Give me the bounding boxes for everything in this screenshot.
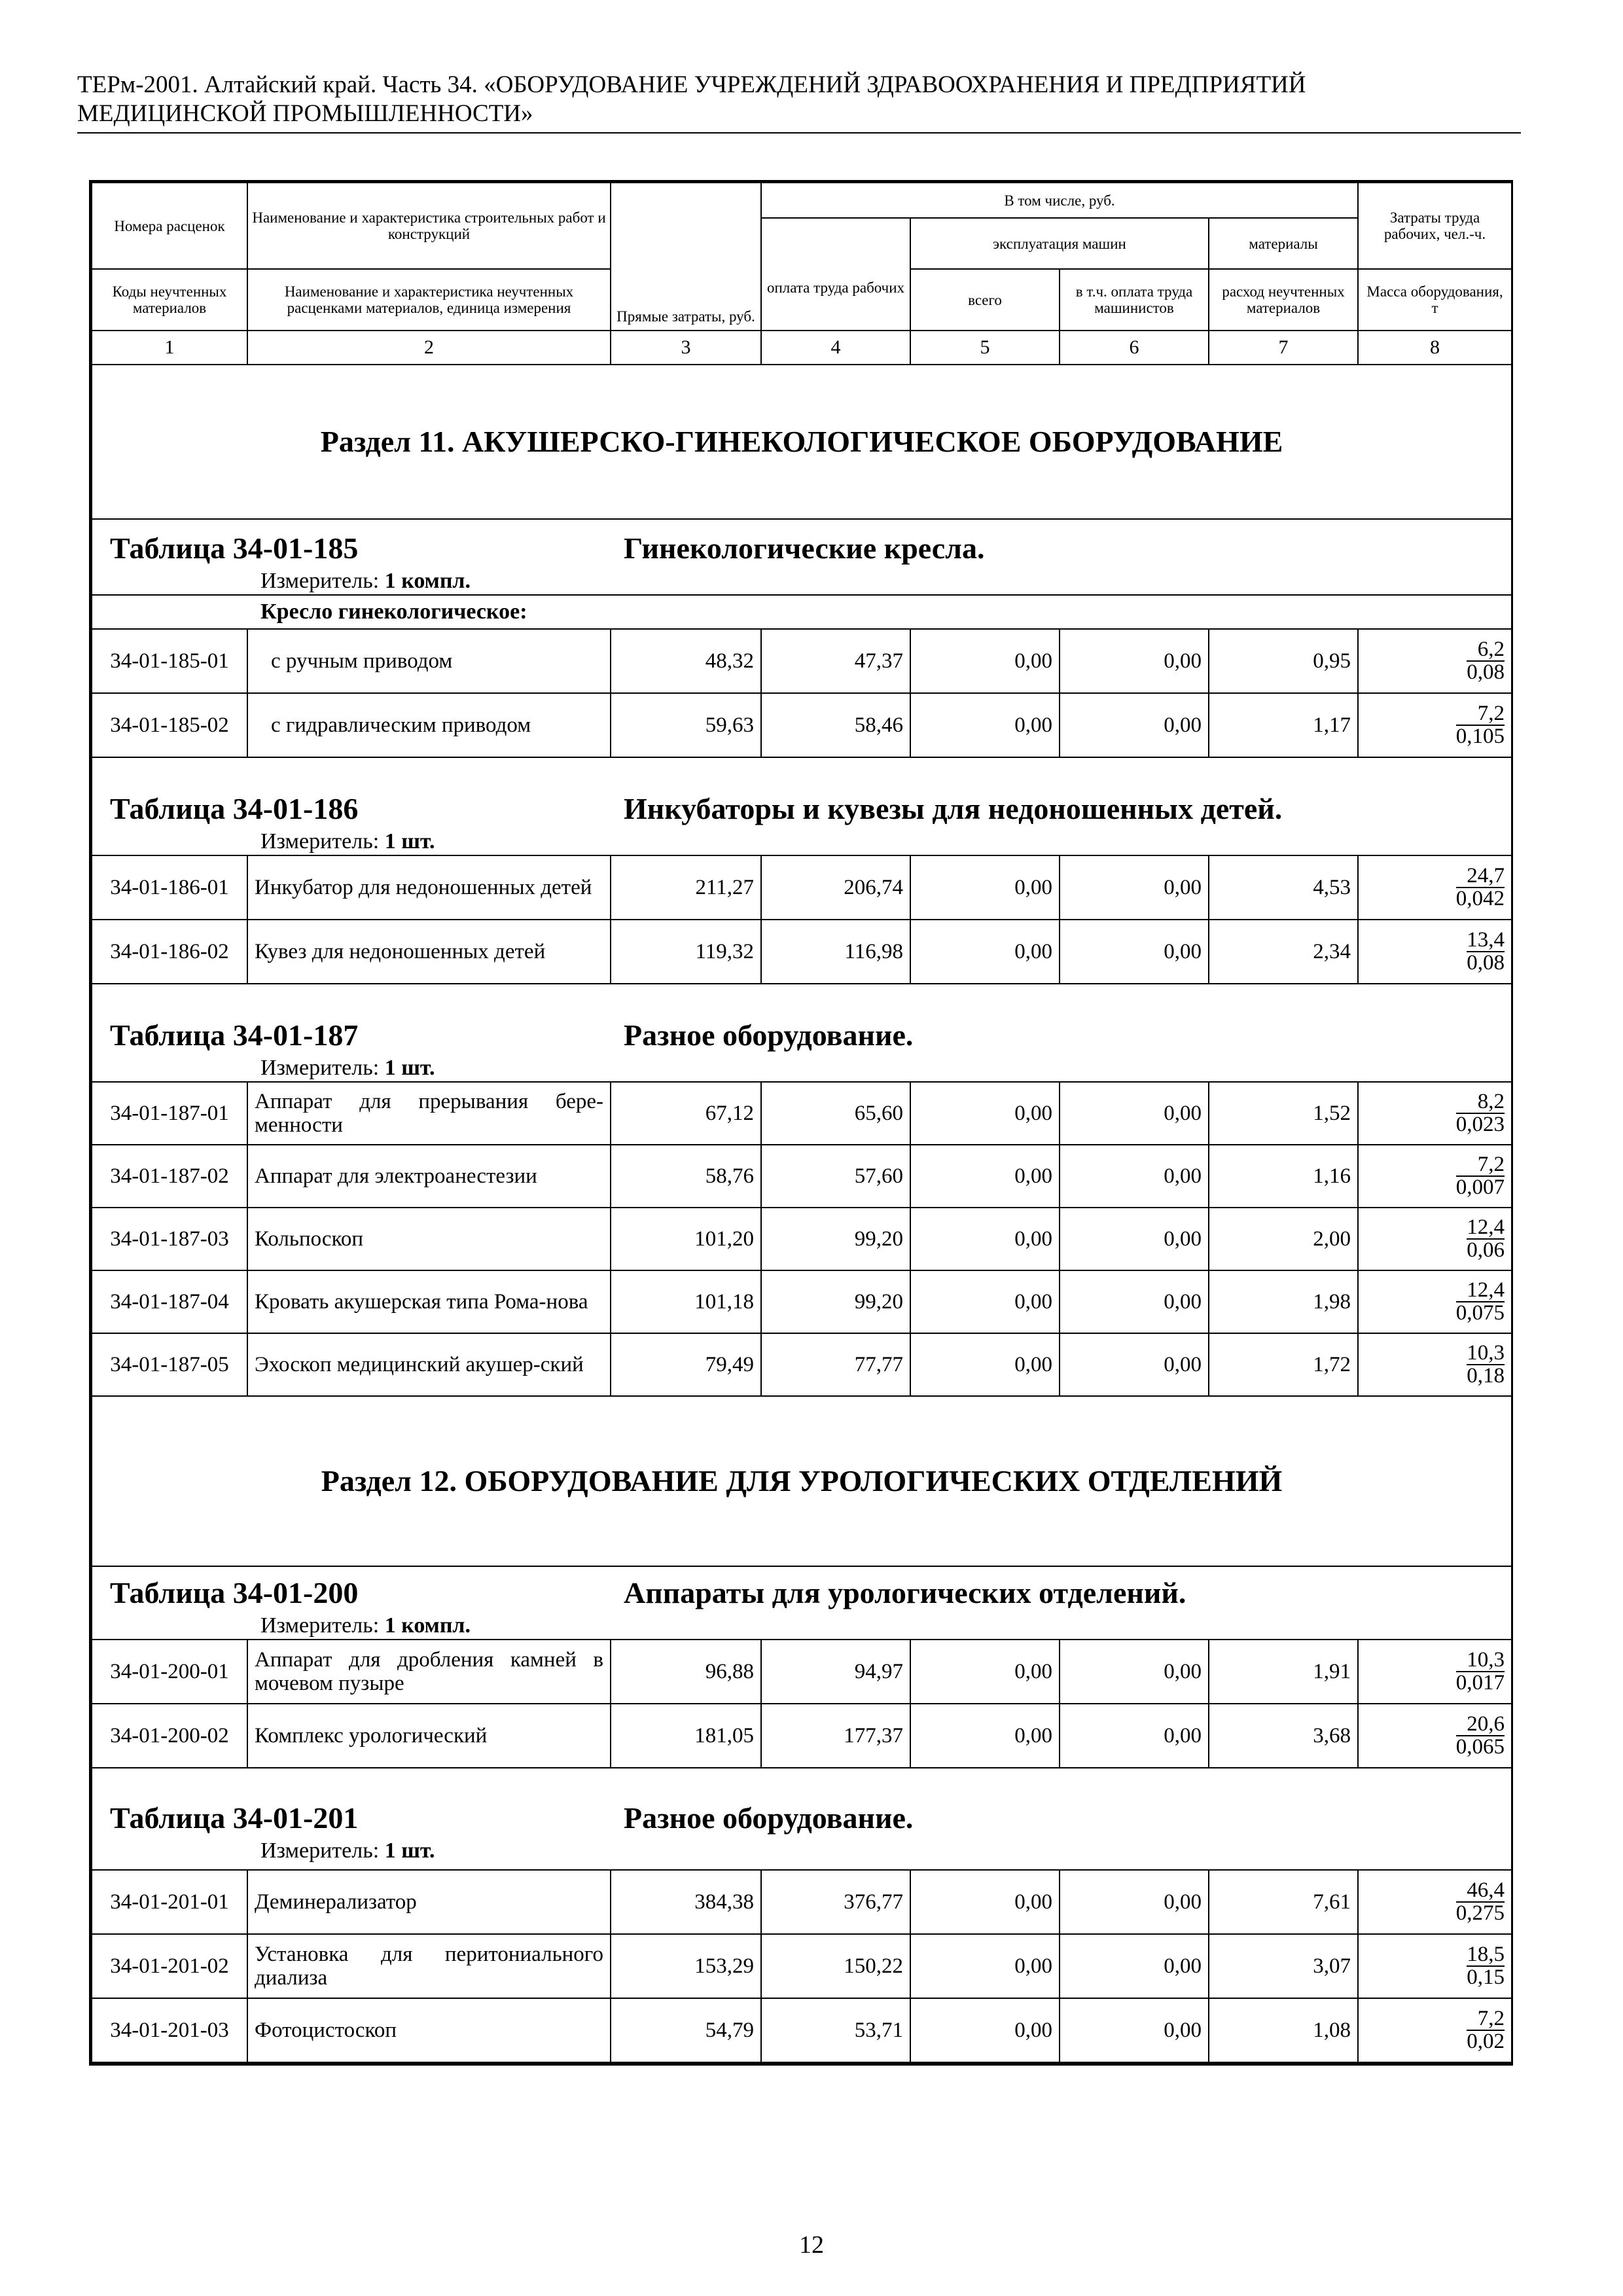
machines-total: 0,00	[910, 1082, 1060, 1145]
header-including: В том числе, руб.	[761, 183, 1358, 218]
equipment-mass: 0,042	[1455, 886, 1505, 910]
rate-code: 34-01-187-02	[92, 1145, 247, 1208]
rate-name: Аппарат для дробления камней в мочевом пузыре	[247, 1640, 611, 1704]
labor-hours: 7,2	[1456, 1154, 1505, 1177]
rate-name: Эхоскоп медицинский акушер-ский	[247, 1333, 611, 1396]
table-title-block	[92, 529, 1511, 568]
labor-mass-fraction	[1456, 1713, 1505, 1758]
equipment-mass: 0,023	[1455, 1112, 1505, 1136]
section-title-text: Раздел 12. ОБОРУДОВАНИЕ ДЛЯ УРОЛОГИЧЕСКИХ ОТДЕЛЕНИЙ	[321, 1464, 1283, 1498]
labor-hours: 12,4	[1467, 1215, 1505, 1239]
table-title-row	[92, 519, 1512, 595]
labor-mass-fraction	[1467, 1342, 1505, 1387]
machines-total: 0,00	[910, 1333, 1060, 1396]
header-work-name: Наименование и характеристика строительных работ и конструкций	[247, 183, 611, 269]
header-worker-pay-text: оплата труда рабочих	[766, 279, 905, 296]
rate-code: 34-01-200-01	[92, 1640, 247, 1704]
labor-mass-fraction	[1467, 1944, 1505, 1988]
rates-table	[89, 180, 1513, 2066]
materials: 2,00	[1209, 1208, 1358, 1270]
rate-code: 34-01-187-01	[92, 1082, 247, 1145]
rate-code: 34-01-201-03	[92, 1998, 247, 2062]
header-direct-costs: Прямые затраты, руб.	[611, 183, 761, 331]
section-title-row	[92, 365, 1512, 519]
materials: 1,52	[1209, 1082, 1358, 1145]
labor-hours: 12,4	[1456, 1280, 1505, 1302]
labor-mass-fraction	[1456, 1280, 1505, 1324]
measure-unit	[92, 829, 1511, 855]
table-title-row	[92, 1566, 1512, 1640]
header-row-1	[92, 183, 1512, 218]
equipment-mass: 0,065	[1455, 1734, 1505, 1759]
rate-name: Аппарат для прерывания бере-менности	[247, 1082, 611, 1145]
materials: 2,34	[1209, 920, 1358, 984]
labor-hours: 46,4	[1456, 1880, 1505, 1903]
measure-label: Измеритель:	[260, 569, 380, 593]
table-row	[92, 1870, 1512, 1934]
labor-mass-fraction	[1456, 1091, 1505, 1136]
worker-pay: 94,97	[761, 1640, 910, 1704]
equipment-mass: 0,275	[1455, 1901, 1505, 1925]
column-number: 2	[247, 331, 611, 365]
table-title	[92, 1768, 1512, 1870]
direct-cost: 59,63	[611, 693, 761, 757]
column-number: 3	[611, 331, 761, 365]
measure-value: 1 компл.	[384, 1613, 471, 1638]
equipment-mass: 0,02	[1467, 2029, 1505, 2053]
direct-cost: 181,05	[611, 1704, 761, 1768]
labor-mass-fraction	[1456, 1154, 1505, 1198]
materials: 4,53	[1209, 855, 1358, 920]
labor-mass-cell	[1358, 1870, 1512, 1934]
column-number: 4	[761, 331, 910, 365]
labor-mass-cell	[1358, 1704, 1512, 1768]
worker-pay: 150,22	[761, 1934, 910, 1998]
table-row	[92, 1333, 1512, 1396]
rate-name: Кольпоскоп	[247, 1208, 611, 1270]
table-row	[92, 1998, 1512, 2062]
worker-pay: 99,20	[761, 1270, 910, 1333]
rate-name: с ручным приводом	[247, 629, 611, 693]
section-title	[92, 365, 1512, 519]
worker-pay: 99,20	[761, 1208, 910, 1270]
labor-mass-fraction	[1456, 865, 1505, 910]
labor-mass-fraction	[1456, 1880, 1505, 1924]
header-material-usage: расход неучтенных материалов	[1209, 269, 1358, 331]
operator-pay: 0,00	[1060, 920, 1209, 984]
measure-label: Измеритель:	[260, 1839, 380, 1863]
labor-hours: 10,3	[1467, 1340, 1505, 1365]
machines-total: 0,00	[910, 1145, 1060, 1208]
machines-total: 0,00	[910, 1270, 1060, 1333]
equipment-mass: 0,075	[1455, 1300, 1505, 1325]
header-machines: эксплуатация машин	[910, 218, 1209, 269]
materials: 1,16	[1209, 1145, 1358, 1208]
rate-code: 34-01-200-02	[92, 1704, 247, 1768]
table-title-block	[92, 1799, 1511, 1838]
worker-pay: 65,60	[761, 1082, 910, 1145]
labor-mass-fraction	[1456, 703, 1505, 747]
labor-mass-cell	[1358, 1082, 1512, 1145]
rate-code: 34-01-187-05	[92, 1333, 247, 1396]
table-row	[92, 1082, 1512, 1145]
operator-pay: 0,00	[1060, 1640, 1209, 1704]
column-numbers-row	[92, 331, 1512, 365]
operator-pay: 0,00	[1060, 1998, 1209, 2062]
table-title-row	[92, 1768, 1512, 1870]
direct-cost: 48,32	[611, 629, 761, 693]
worker-pay: 47,37	[761, 629, 910, 693]
operator-pay: 0,00	[1060, 1704, 1209, 1768]
direct-cost: 119,32	[611, 920, 761, 984]
worker-pay: 116,98	[761, 920, 910, 984]
table-title-block	[92, 1573, 1511, 1613]
equipment-mass: 0,007	[1455, 1175, 1505, 1199]
measure-value: 1 шт.	[384, 1056, 435, 1080]
table-row	[92, 693, 1512, 757]
labor-hours: 13,4	[1467, 927, 1505, 952]
column-number: 5	[910, 331, 1060, 365]
labor-mass-cell	[1358, 1934, 1512, 1998]
page-number: 12	[799, 2231, 824, 2259]
section-title-row	[92, 1396, 1512, 1566]
header-rate-numbers: Номера расценок	[92, 183, 247, 269]
header-worker-pay	[761, 218, 910, 331]
table-name: Инкубаторы и кувезы для недоношенных детей.	[624, 792, 1283, 825]
table-row	[92, 1704, 1512, 1768]
operator-pay: 0,00	[1060, 1082, 1209, 1145]
rate-code: 34-01-187-04	[92, 1270, 247, 1333]
direct-cost: 153,29	[611, 1934, 761, 1998]
rate-code: 34-01-186-01	[92, 855, 247, 920]
rate-name: Аппарат для электроанестезии	[247, 1145, 611, 1208]
table-title-row	[92, 757, 1512, 855]
operator-pay: 0,00	[1060, 1870, 1209, 1934]
table-row	[92, 1934, 1512, 1998]
labor-mass-cell	[1358, 920, 1512, 984]
header-labor-hours: Затраты труда рабочих, чел.-ч.	[1358, 183, 1512, 269]
header-machines-total: всего	[910, 269, 1060, 331]
section-title-text: Раздел 11. АКУШЕРСКО-ГИНЕКОЛОГИЧЕСКОЕ ОБОРУДОВАНИЕ	[320, 425, 1283, 458]
rate-name: Кувез для недоношенных детей	[247, 920, 611, 984]
table-name: Аппараты для урологических отделений.	[624, 1576, 1186, 1609]
table-title-block	[92, 789, 1511, 829]
column-number: 8	[1358, 331, 1512, 365]
measure-unit	[92, 1838, 1511, 1869]
operator-pay: 0,00	[1060, 629, 1209, 693]
column-number: 6	[1060, 331, 1209, 365]
subheader-text: Кресло гинекологическое:	[260, 600, 527, 624]
equipment-mass: 0,08	[1467, 950, 1505, 975]
equipment-mass: 0,06	[1467, 1238, 1505, 1262]
subheader	[92, 595, 1512, 629]
rate-name: Деминерализатор	[247, 1870, 611, 1934]
rate-name: Инкубатор для недоношенных детей	[247, 855, 611, 920]
machines-total: 0,00	[910, 1640, 1060, 1704]
column-number: 1	[92, 331, 247, 365]
table-title-row	[92, 984, 1512, 1082]
labor-hours: 18,5	[1467, 1942, 1505, 1966]
table-title-block	[92, 1016, 1511, 1055]
direct-cost: 101,20	[611, 1208, 761, 1270]
labor-mass-cell	[1358, 855, 1512, 920]
rate-name: с гидравлическим приводом	[247, 693, 611, 757]
table-number: Таблица 34-01-201	[110, 1801, 359, 1835]
labor-hours: 7,2	[1467, 2008, 1505, 2031]
rate-code: 34-01-201-02	[92, 1934, 247, 1998]
rates-grid	[91, 182, 1512, 2063]
measure-unit	[92, 1055, 1511, 1081]
table-number: Таблица 34-01-186	[110, 792, 359, 825]
table-title	[92, 984, 1512, 1082]
operator-pay: 0,00	[1060, 1934, 1209, 1998]
equipment-mass: 0,18	[1467, 1363, 1505, 1388]
measure-unit	[92, 1613, 1511, 1639]
header-equipment-mass: Масса оборудования, т	[1358, 269, 1512, 331]
machines-total: 0,00	[910, 693, 1060, 757]
machines-total: 0,00	[910, 629, 1060, 693]
rate-code: 34-01-185-02	[92, 693, 247, 757]
rate-code: 34-01-185-01	[92, 629, 247, 693]
rate-name: Кровать акушерская типа Рома-нова	[247, 1270, 611, 1333]
equipment-mass: 0,017	[1455, 1670, 1505, 1695]
rate-name: Комплекс урологический	[247, 1704, 611, 1768]
direct-cost: 101,18	[611, 1270, 761, 1333]
rate-code: 34-01-201-01	[92, 1870, 247, 1934]
table-title	[92, 757, 1512, 855]
equipment-mass: 0,105	[1455, 724, 1505, 748]
materials: 0,95	[1209, 629, 1358, 693]
materials: 1,17	[1209, 693, 1358, 757]
page-header	[77, 71, 1521, 134]
operator-pay: 0,00	[1060, 1208, 1209, 1270]
materials: 3,07	[1209, 1934, 1358, 1998]
labor-mass-fraction	[1467, 1217, 1505, 1261]
labor-hours: 8,2	[1456, 1091, 1505, 1114]
table-title	[92, 519, 1512, 595]
labor-mass-cell	[1358, 1333, 1512, 1396]
materials: 1,98	[1209, 1270, 1358, 1333]
direct-cost: 58,76	[611, 1145, 761, 1208]
materials: 1,08	[1209, 1998, 1358, 2062]
operator-pay: 0,00	[1060, 693, 1209, 757]
equipment-mass: 0,08	[1467, 660, 1505, 684]
measure-value: 1 шт.	[384, 829, 435, 853]
direct-cost: 54,79	[611, 1998, 761, 2062]
machines-total: 0,00	[910, 1704, 1060, 1768]
measure-value: 1 шт.	[384, 1839, 435, 1863]
labor-hours: 7,2	[1456, 703, 1505, 726]
materials: 1,72	[1209, 1333, 1358, 1396]
direct-cost: 67,12	[611, 1082, 761, 1145]
table-title	[92, 1566, 1512, 1640]
materials: 3,68	[1209, 1704, 1358, 1768]
machines-total: 0,00	[910, 1934, 1060, 1998]
machines-total: 0,00	[910, 855, 1060, 920]
operator-pay: 0,00	[1060, 1145, 1209, 1208]
section-title	[92, 1396, 1512, 1566]
operator-pay: 0,00	[1060, 855, 1209, 920]
labor-mass-fraction	[1456, 1649, 1505, 1694]
labor-mass-fraction	[1467, 929, 1505, 974]
rate-code: 34-01-186-02	[92, 920, 247, 984]
worker-pay: 57,60	[761, 1145, 910, 1208]
machines-total: 0,00	[910, 1998, 1060, 2062]
header-material-codes: Коды неучтенных материалов	[92, 269, 247, 331]
table-row	[92, 1208, 1512, 1270]
labor-mass-fraction	[1467, 2008, 1505, 2053]
machines-total: 0,00	[910, 920, 1060, 984]
worker-pay: 376,77	[761, 1870, 910, 1934]
labor-mass-cell	[1358, 1270, 1512, 1333]
table-row	[92, 1270, 1512, 1333]
labor-hours: 6,2	[1467, 639, 1505, 662]
worker-pay: 206,74	[761, 855, 910, 920]
machines-total: 0,00	[910, 1870, 1060, 1934]
worker-pay: 177,37	[761, 1704, 910, 1768]
measure-unit	[92, 568, 1511, 594]
table-row	[92, 1640, 1512, 1704]
table-row	[92, 1145, 1512, 1208]
equipment-mass: 0,15	[1467, 1965, 1505, 1989]
labor-hours: 20,6	[1456, 1713, 1505, 1736]
column-number: 7	[1209, 331, 1358, 365]
labor-mass-cell	[1358, 1145, 1512, 1208]
materials: 7,61	[1209, 1870, 1358, 1934]
worker-pay: 77,77	[761, 1333, 910, 1396]
labor-mass-cell	[1358, 1640, 1512, 1704]
labor-mass-cell	[1358, 693, 1512, 757]
table-name: Разное оборудование.	[624, 1801, 914, 1835]
operator-pay: 0,00	[1060, 1333, 1209, 1396]
rate-name: Фотоцистоскоп	[247, 1998, 611, 2062]
rate-name: Установка для перитониального диализа	[247, 1934, 611, 1998]
labor-hours: 10,3	[1456, 1649, 1505, 1672]
labor-hours: 24,7	[1456, 865, 1505, 888]
subheader-row	[92, 595, 1512, 629]
worker-pay: 58,46	[761, 693, 910, 757]
materials: 1,91	[1209, 1640, 1358, 1704]
direct-cost: 96,88	[611, 1640, 761, 1704]
labor-mass-fraction	[1467, 639, 1505, 683]
direct-cost: 79,49	[611, 1333, 761, 1396]
measure-label: Измеритель:	[260, 1613, 380, 1638]
measure-label: Измеритель:	[260, 1056, 380, 1080]
measure-label: Измеритель:	[260, 829, 380, 853]
table-row	[92, 629, 1512, 693]
direct-cost: 384,38	[611, 1870, 761, 1934]
table-number: Таблица 34-01-200	[110, 1576, 359, 1609]
header-material-name: Наименование и характеристика неучтенных расценками материалов, единица измерения	[247, 269, 611, 331]
table-number: Таблица 34-01-187	[110, 1018, 359, 1052]
measure-value: 1 компл.	[384, 569, 471, 593]
header-operator-pay: в т.ч. оплата труда машинистов	[1060, 269, 1209, 331]
machines-total: 0,00	[910, 1208, 1060, 1270]
rate-code: 34-01-187-03	[92, 1208, 247, 1270]
direct-cost: 211,27	[611, 855, 761, 920]
page-header-line-2: МЕДИЦИНСКОЙ ПРОМЫШЛЕННОСТИ»	[77, 100, 533, 127]
header-materials: материалы	[1209, 218, 1358, 269]
table-name: Гинекологические кресла.	[624, 531, 985, 565]
table-number: Таблица 34-01-185	[110, 531, 359, 565]
page-header-line-1: ТЕРм-2001. Алтайский край. Часть 34. «ОБОРУДОВАНИЕ УЧРЕЖДЕНИЙ ЗДРАВООХРАНЕНИЯ И ПРЕДПРИЯТИЙ	[77, 71, 1306, 98]
labor-mass-cell	[1358, 1998, 1512, 2062]
operator-pay: 0,00	[1060, 1270, 1209, 1333]
worker-pay: 53,71	[761, 1998, 910, 2062]
table-row	[92, 920, 1512, 984]
labor-mass-cell	[1358, 629, 1512, 693]
table-name: Разное оборудование.	[624, 1018, 914, 1052]
table-row	[92, 855, 1512, 920]
labor-mass-cell	[1358, 1208, 1512, 1270]
